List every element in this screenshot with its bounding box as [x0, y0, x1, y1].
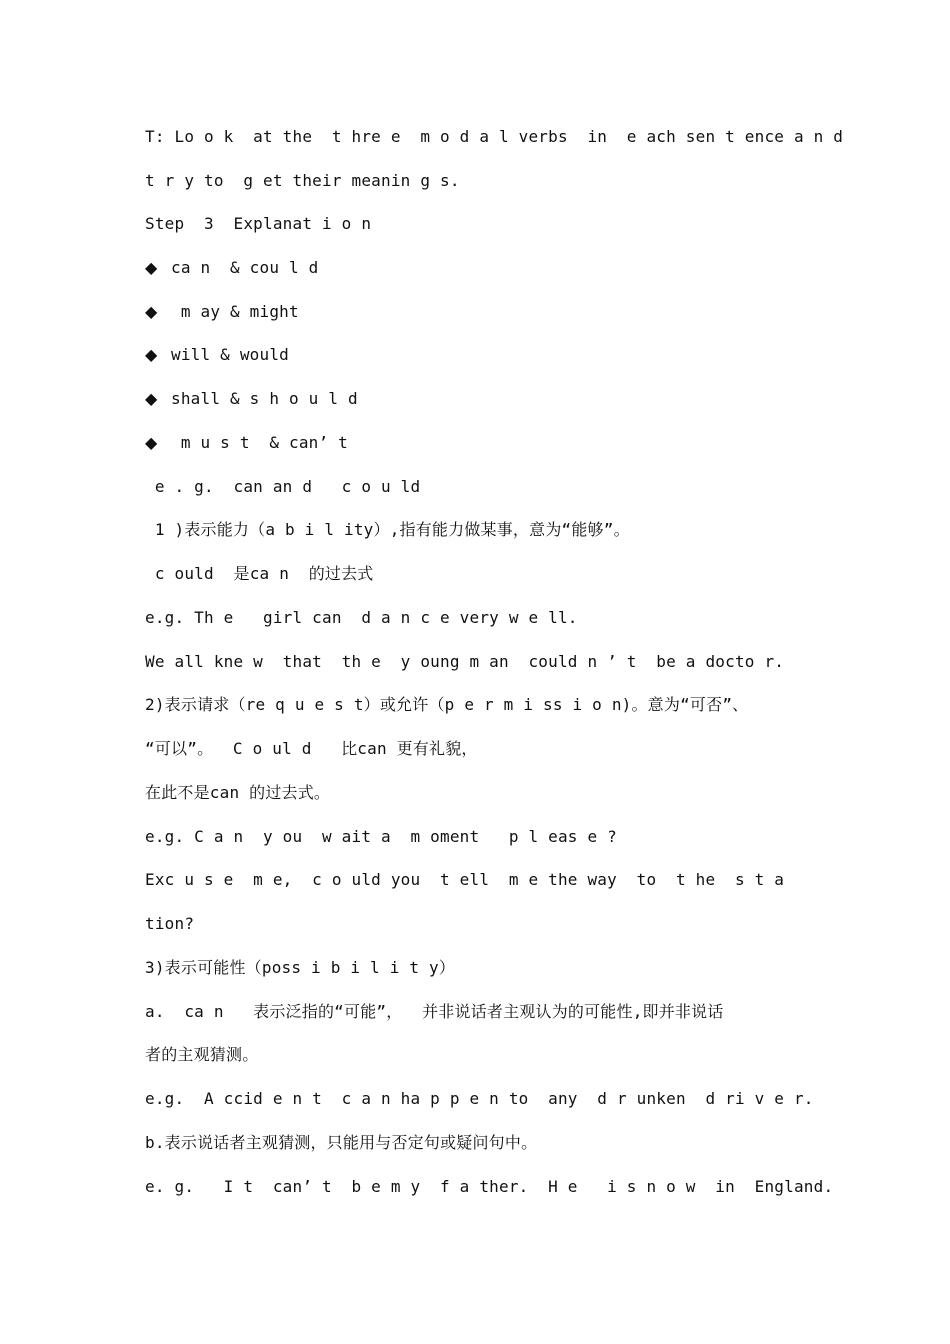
- text-line: e.g. A ccid e n t c a n ha p p e n to any d r unken d ri v e r.: [145, 1089, 814, 1108]
- diamond-bullet-icon: ◆: [145, 389, 158, 408]
- bullet-item: [145, 344, 825, 366]
- text-line: 1 )表示能力（a b i l ity）,指有能力做某事，意为“能够”。: [145, 520, 630, 539]
- bullet-item: [145, 388, 825, 410]
- text-line: b.表示说话者主观猜测，只能用与否定句或疑问句中。: [145, 1133, 538, 1152]
- diamond-bullet-icon: ◆: [145, 258, 158, 277]
- bullet-item: [145, 432, 825, 454]
- text-line: e.g. C a n y ou w ait a m oment p l eas e ?: [145, 827, 617, 846]
- diamond-bullet-icon: ◆: [145, 433, 158, 452]
- bullet-item-label: will & would: [171, 345, 289, 364]
- bullet-item-label: shall & s h o u l d: [171, 389, 358, 408]
- text-line: 者的主观猜测。: [145, 1045, 259, 1064]
- text-line: e . g. can an d c o u ld: [145, 477, 421, 496]
- text-line: c ould 是ca n 的过去式: [145, 564, 374, 583]
- text-line: 2)表示请求（re q u e s t）或允许（p e r m i ss i o n)。意为“可否”、: [145, 695, 749, 714]
- text-line: 3)表示可能性（poss i b i l i t y）: [145, 958, 456, 977]
- text-line: tion?: [145, 914, 195, 933]
- text-line: 在此不是can 的过去式。: [145, 783, 331, 802]
- text-line: T: Lo o k at the t hre e m o d a l verbs in e ach sen t ence a n d: [145, 127, 844, 146]
- bullet-item: [145, 301, 825, 323]
- text-line: Exc u s e m e, c o uld you t ell m e the way to t he s t a: [145, 870, 785, 889]
- diamond-bullet-icon: ◆: [145, 302, 158, 321]
- text-line: e.g. Th e girl can d a n c e very w e ll.: [145, 608, 578, 627]
- bullet-item: [145, 257, 825, 279]
- bullet-item-label: ca n & cou l d: [171, 258, 319, 277]
- bullet-item-label: m ay & might: [171, 302, 299, 321]
- bullet-item-label: m u s t & can’ t: [171, 433, 348, 452]
- text-line: a. ca n 表示泛指的“可能”， 并非说话者主观认为的可能性,即并非说话: [145, 1002, 724, 1021]
- text-line: “可以”。 C o ul d 比can 更有礼貌，: [145, 739, 478, 758]
- text-line: t r y to g et their meanin g s.: [145, 171, 460, 190]
- section-heading: Step 3 Explanat i o n: [145, 214, 372, 233]
- text-line: e. g. I t can’ t b e m y f a ther. H e i s n o w in England.: [145, 1177, 834, 1196]
- text-line: We all kne w that th e y oung m an could n ’ t be a docto r.: [145, 652, 785, 671]
- diamond-bullet-icon: ◆: [145, 345, 158, 364]
